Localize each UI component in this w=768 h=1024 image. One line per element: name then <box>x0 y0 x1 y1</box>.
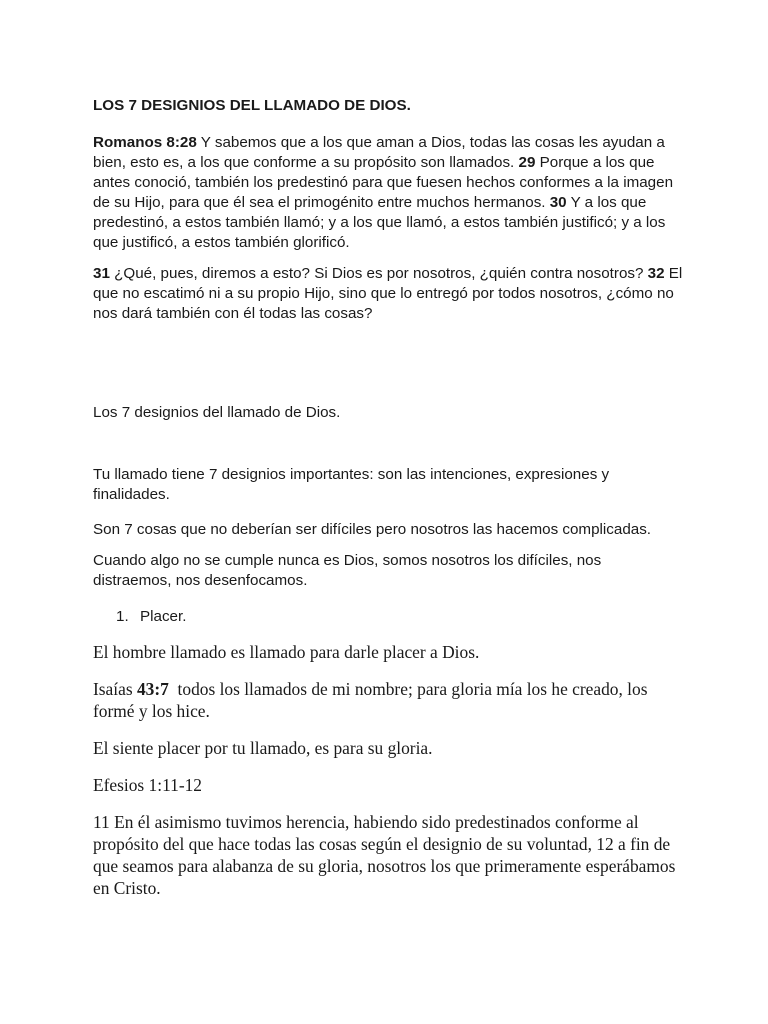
paragraph: El siente placer por tu llamado, es para su gloria. <box>93 738 433 758</box>
verse-text: El que no escatimó ni a su propio Hijo, sino que lo entregó por todos nosotros, ¿cómo no nos dará también con él todas las cosas? <box>93 265 683 322</box>
list-item <box>93 607 683 627</box>
paragraph: Cuando algo no se cumple nunca es Dios, somos nosotros los difíciles, nos distraemos, nos desenfocamos. <box>93 552 602 589</box>
verse-number: 29 <box>518 154 536 171</box>
verse-book: Isaías <box>93 679 137 699</box>
verse-text: Y sabemos que a los que aman a Dios, todas las cosas les ayudan a bien, esto es, a los que conforme a su propósito son llamados. <box>93 134 665 171</box>
verse-number: 32 <box>647 265 665 282</box>
romanos-paragraph <box>93 133 683 253</box>
verse-text: Porque a los que antes conoció, también los predestinó para que fuesen hechos conformes a la imagen de su Hijo, para que él sea el primogénito entre muchos hermanos. <box>93 154 674 211</box>
paragraph: Son 7 cosas que no deberían ser difíciles pero nosotros las hacemos complicadas. <box>93 521 652 538</box>
verse-number: 30 <box>549 194 567 211</box>
document-title: LOS 7 DESIGNIOS DEL LLAMADO DE DIOS. <box>93 97 411 114</box>
romanos-paragraph-2 <box>93 264 683 324</box>
verse-text: todos los llamados de mi nombre; para gloria mía los he creado, los formé y los hice. <box>93 679 652 721</box>
section-subtitle: Los 7 designios del llamado de Dios. <box>93 404 341 421</box>
paragraph: Tu llamado tiene 7 designios importantes: son las intenciones, expresiones y finalidades. <box>93 466 610 503</box>
efesios-paragraph: 11 En él asimismo tuvimos herencia, habiendo sido predestinados conforme al propósito del que hace todas las cosas según el designio de su voluntad, 12 a fin de que seamos para alabanza de su gloria, nosotros los que primeramente esperábamos en Cristo. <box>93 812 676 898</box>
document-page <box>93 96 683 899</box>
verse-number: 31 <box>93 265 110 282</box>
verse-reference: Romanos 8:28 <box>93 134 197 151</box>
list-number: 1. <box>116 608 129 625</box>
list-label: Placer. <box>140 608 187 625</box>
verse-reference: Efesios 1:11-12 <box>93 775 202 795</box>
verse-text: Y a los que predestinó, a estos también llamó; y a los que llamó, a estos también justificó; y a los que justificó, a estos también glorificó. <box>93 194 666 251</box>
verse-text: ¿Qué, pues, diremos a esto? Si Dios es por nosotros, ¿quién contra nosotros? <box>109 265 648 282</box>
paragraph: El hombre llamado es llamado para darle placer a Dios. <box>93 642 480 662</box>
isaias-paragraph <box>93 678 683 722</box>
verse-chapter: 43:7 <box>136 679 169 699</box>
